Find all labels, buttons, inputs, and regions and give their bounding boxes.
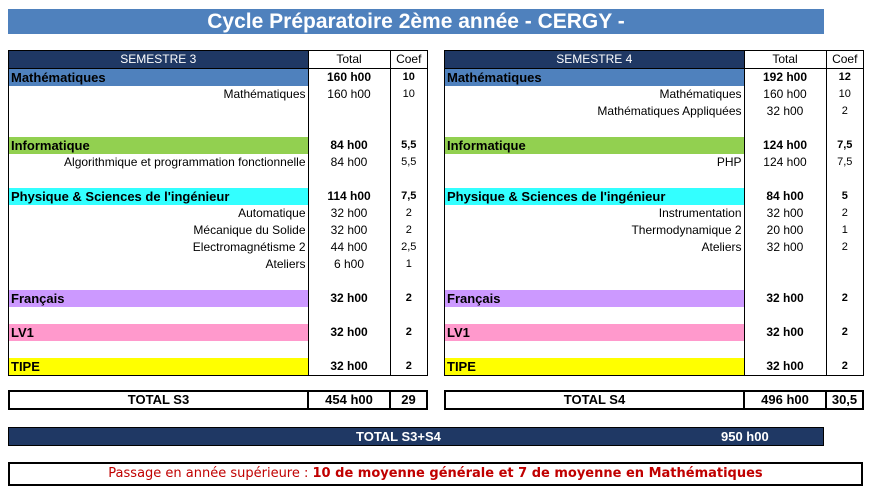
passage-condition <box>8 462 863 486</box>
total-header: Total <box>308 51 390 69</box>
coef-header: Coef <box>826 51 863 69</box>
empty-cell <box>390 103 427 120</box>
coef-cell: 2 <box>405 207 412 219</box>
hours-cell: 32 h00 <box>744 358 826 376</box>
empty-cell <box>9 273 308 290</box>
course-name: Mécanique du Solide <box>9 222 308 239</box>
hours-cell: 20 h00 <box>744 222 826 239</box>
total-s4-coef: 30,5 <box>831 392 858 407</box>
category-name: Informatique <box>9 137 308 154</box>
category-row <box>445 324 863 341</box>
category-name: Français <box>445 290 744 307</box>
category-name: TIPE <box>9 358 308 376</box>
empty-cell <box>744 341 826 358</box>
empty-cell <box>390 120 427 137</box>
spacer-row <box>9 273 427 290</box>
hours-cell: 84 h00 <box>308 137 390 154</box>
hours-cell: 32 h00 <box>744 205 826 222</box>
coef-cell: 2 <box>841 292 848 304</box>
course-name: Automatique <box>9 205 308 222</box>
coef-cell: 10 <box>402 71 415 83</box>
hours-cell: 32 h00 <box>308 222 390 239</box>
hours-cell: 32 h00 <box>308 205 390 222</box>
hours-cell: 160 h00 <box>744 86 826 103</box>
category-name: Physique & Sciences de l'ingénieur <box>9 188 308 205</box>
course-row <box>445 154 863 171</box>
empty-cell <box>445 273 744 290</box>
empty-cell <box>826 307 863 324</box>
total-s4-label: TOTAL S4 <box>446 392 745 408</box>
spacer-row <box>9 171 427 188</box>
empty-cell <box>390 171 427 188</box>
coef-cell: 2 <box>841 241 848 253</box>
course-row <box>9 256 427 273</box>
empty-cell <box>9 171 308 188</box>
grand-total-bar <box>8 427 824 446</box>
hours-cell: 32 h00 <box>308 358 390 376</box>
total-s3-label: TOTAL S3 <box>10 392 309 408</box>
s4-header-row <box>445 51 863 69</box>
coef-cell: 2 <box>405 326 412 338</box>
coef-cell: 7,5 <box>837 139 853 151</box>
spacer-row <box>445 256 863 273</box>
empty-cell <box>308 120 390 137</box>
spacer-row <box>445 307 863 324</box>
coef-cell: 2 <box>826 358 863 376</box>
course-row <box>445 222 863 239</box>
category-row <box>445 69 863 87</box>
course-name: Mathématiques <box>9 86 308 103</box>
hours-cell: 32 h00 <box>744 324 826 341</box>
empty-cell <box>308 307 390 324</box>
category-name: Mathématiques <box>9 69 308 87</box>
passage-prefix: Passage en année supérieure : <box>108 466 313 481</box>
coef-cell: 1 <box>405 258 412 270</box>
hours-cell: 160 h00 <box>308 86 390 103</box>
course-row <box>9 154 427 171</box>
category-row <box>9 290 427 307</box>
course-name: Mathématiques Appliquées <box>445 103 744 120</box>
coef-cell: 10 <box>402 88 415 100</box>
course-name: Algorithmique et programmation fonctionnelle <box>9 154 308 171</box>
category-row <box>9 137 427 154</box>
spacer-row <box>9 103 427 120</box>
empty-cell <box>445 341 744 358</box>
course-row <box>445 239 863 256</box>
coef-cell: 12 <box>838 71 851 83</box>
course-name: Ateliers <box>445 239 744 256</box>
category-row <box>445 358 863 376</box>
grand-total-hours: 950 h00 <box>721 429 769 444</box>
coef-cell: 2,5 <box>401 241 417 253</box>
hours-cell: 160 h00 <box>308 69 390 87</box>
coef-header: Coef <box>390 51 427 69</box>
category-name: LV1 <box>445 324 744 341</box>
coef-cell: 2 <box>841 207 848 219</box>
spacer-row <box>445 273 863 290</box>
course-name: Thermodynamique 2 <box>445 222 744 239</box>
category-name: Mathématiques <box>445 69 744 87</box>
total-s3-hours: 454 h00 <box>309 392 391 408</box>
semester-label: SEMESTRE 4 <box>445 51 744 69</box>
coef-cell: 2 <box>390 358 427 376</box>
hours-cell: 44 h00 <box>308 239 390 256</box>
course-row <box>445 205 863 222</box>
spacer-row <box>445 341 863 358</box>
category-name: Physique & Sciences de l'ingénieur <box>445 188 744 205</box>
category-row <box>9 324 427 341</box>
empty-cell <box>308 171 390 188</box>
spacer-row <box>9 341 427 358</box>
empty-cell <box>445 256 744 273</box>
total-s4 <box>444 390 864 410</box>
hours-cell: 6 h00 <box>308 256 390 273</box>
coef-cell: 7,5 <box>837 156 853 168</box>
hours-cell: 32 h00 <box>744 103 826 120</box>
grand-total-label: TOTAL S3+S4 <box>356 429 441 444</box>
category-name: TIPE <box>445 358 744 376</box>
course-row <box>445 86 863 103</box>
category-row <box>9 358 427 376</box>
empty-cell <box>9 103 308 120</box>
spacer-row <box>9 307 427 324</box>
course-row <box>9 222 427 239</box>
course-row <box>9 205 427 222</box>
category-name: LV1 <box>9 324 308 341</box>
empty-cell <box>9 120 308 137</box>
empty-cell <box>826 120 863 137</box>
total-s3-coef: 29 <box>401 392 416 407</box>
empty-cell <box>9 307 308 324</box>
empty-cell <box>390 341 427 358</box>
empty-cell <box>445 120 744 137</box>
hours-cell: 84 h00 <box>308 154 390 171</box>
course-name: Instrumentation <box>445 205 744 222</box>
course-row <box>445 103 863 120</box>
hours-cell: 32 h00 <box>744 239 826 256</box>
total-s3 <box>8 390 428 410</box>
empty-cell <box>744 120 826 137</box>
empty-cell <box>445 307 744 324</box>
semester-3-table <box>8 50 428 376</box>
course-name: PHP <box>445 154 744 171</box>
coef-cell: 2 <box>405 292 412 304</box>
empty-cell <box>826 341 863 358</box>
category-name: Informatique <box>445 137 744 154</box>
total-header: Total <box>744 51 826 69</box>
coef-cell: 2 <box>841 326 848 338</box>
page-title: Cycle Préparatoire 2ème année - CERGY - <box>8 9 824 34</box>
hours-cell: 192 h00 <box>744 69 826 87</box>
empty-cell <box>308 103 390 120</box>
passage-condition-text: 10 de moyenne générale et 7 de moyenne en Mathématiques <box>312 466 763 481</box>
empty-cell <box>308 341 390 358</box>
total-s4-hours: 496 h00 <box>745 392 827 408</box>
empty-cell <box>445 171 744 188</box>
category-name: Français <box>9 290 308 307</box>
coef-cell: 5 <box>841 190 848 202</box>
coef-cell: 7,5 <box>401 190 417 202</box>
hours-cell: 32 h00 <box>308 324 390 341</box>
category-row <box>9 188 427 205</box>
empty-cell <box>826 256 863 273</box>
course-row <box>9 239 427 256</box>
spacer-row <box>9 120 427 137</box>
course-name: Electromagnétisme 2 <box>9 239 308 256</box>
empty-cell <box>826 273 863 290</box>
s3-header-row <box>9 51 427 69</box>
hours-cell: 114 h00 <box>308 188 390 205</box>
course-name: Ateliers <box>9 256 308 273</box>
hours-cell: 32 h00 <box>308 290 390 307</box>
hours-cell: 124 h00 <box>744 154 826 171</box>
coef-cell: 1 <box>841 224 848 236</box>
course-row <box>9 86 427 103</box>
empty-cell <box>390 273 427 290</box>
coef-cell: 5,5 <box>401 156 417 168</box>
empty-cell <box>744 273 826 290</box>
coef-cell: 5,5 <box>401 139 417 151</box>
category-row <box>445 290 863 307</box>
empty-cell <box>826 171 863 188</box>
empty-cell <box>9 341 308 358</box>
spacer-row <box>445 171 863 188</box>
coef-cell: 2 <box>841 105 848 117</box>
spacer-row <box>445 120 863 137</box>
empty-cell <box>308 273 390 290</box>
hours-cell: 84 h00 <box>744 188 826 205</box>
semester-label: SEMESTRE 3 <box>9 51 308 69</box>
course-name: Mathématiques <box>445 86 744 103</box>
category-row <box>445 137 863 154</box>
coef-cell: 2 <box>405 224 412 236</box>
hours-cell: 32 h00 <box>744 290 826 307</box>
semester-4-table <box>444 50 864 376</box>
category-row <box>9 69 427 87</box>
hours-cell: 124 h00 <box>744 137 826 154</box>
coef-cell: 10 <box>838 88 851 100</box>
empty-cell <box>744 171 826 188</box>
empty-cell <box>744 307 826 324</box>
empty-cell <box>744 256 826 273</box>
category-row <box>445 188 863 205</box>
empty-cell <box>390 307 427 324</box>
